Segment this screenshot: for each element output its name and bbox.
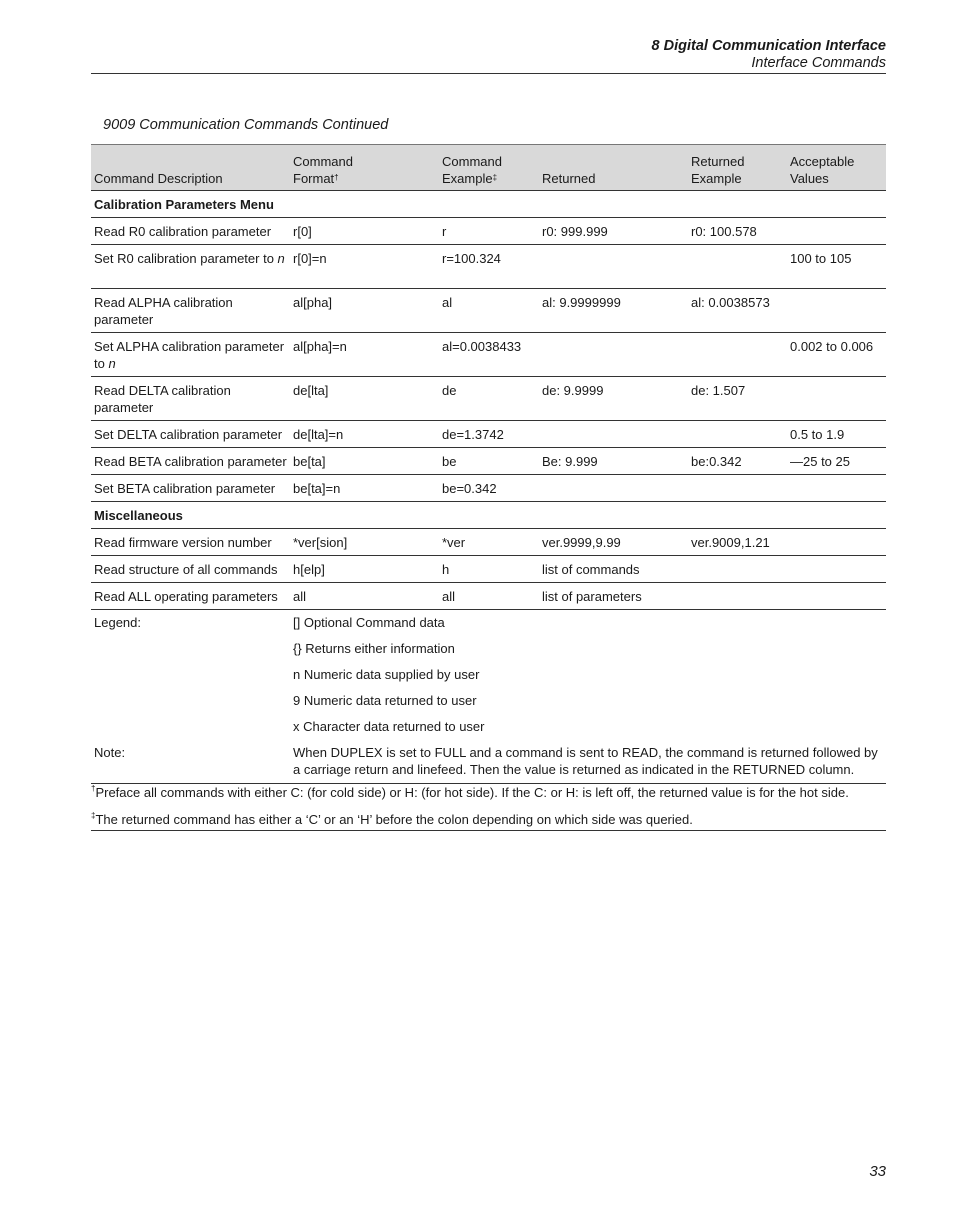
cell-example: al: [439, 289, 539, 333]
table-row: [91, 583, 886, 610]
cell-returned: [539, 475, 688, 502]
cell-returned-example: [688, 245, 787, 289]
cell-values: [787, 556, 886, 583]
table-row: [91, 218, 886, 245]
cell-returned: al: 9.9999999: [539, 289, 688, 333]
cell-returned: r0: 999.999: [539, 218, 688, 245]
cell-example: r=100.324: [439, 245, 539, 289]
footnote-double-dagger: [91, 805, 886, 831]
cell-example: *ver: [439, 529, 539, 556]
cell-returned: ver.9999,9.99: [539, 529, 688, 556]
col-header-format: Command Format†: [290, 145, 439, 191]
cell-format: all: [290, 583, 439, 610]
cell-values: [787, 289, 886, 333]
cell-example: r: [439, 218, 539, 245]
cell-description: Read R0 calibration parameter: [91, 218, 290, 245]
table-caption: 9009 Communication Commands Continued: [103, 117, 389, 133]
section-title: Interface Commands: [751, 55, 886, 71]
cell-returned: de: 9.9999: [539, 377, 688, 421]
note-text: When DUPLEX is set to FULL and a command is sent to READ, the command is returned followed by a carriage return and linefeed. Then the value is returned as indicated in the RETURNED column.: [290, 740, 886, 784]
table-row: [91, 475, 886, 502]
cell-description: Set R0 calibration parameter to n: [91, 245, 290, 289]
table-row: [91, 448, 886, 475]
cell-description: Read ALL operating parameters: [91, 583, 290, 610]
cell-description: Read DELTA calibration parameter: [91, 377, 290, 421]
cell-values: [787, 475, 886, 502]
cell-description: Set ALPHA calibration parameter to n: [91, 333, 290, 377]
legend-item: {} Returns either information: [293, 641, 455, 656]
cell-returned-example: [688, 556, 787, 583]
cell-format: *ver[sion]: [290, 529, 439, 556]
cell-format: de[lta]: [290, 377, 439, 421]
section-title: Calibration Parameters Menu: [91, 191, 886, 218]
running-header: [652, 38, 886, 72]
cell-returned: list of parameters: [539, 583, 688, 610]
cell-example: de: [439, 377, 539, 421]
note-row: [91, 740, 886, 784]
legend-item: 9 Numeric data returned to user: [293, 693, 477, 708]
col-header-example: Command Example‡: [439, 145, 539, 191]
section-title: Miscellaneous: [91, 502, 886, 529]
col-header-description: Command Description: [91, 145, 290, 191]
cell-returned-example: [688, 421, 787, 448]
legend-row: [91, 714, 886, 740]
col-header-returned-example: Returned Example: [688, 145, 787, 191]
cell-format: de[lta]=n: [290, 421, 439, 448]
cell-returned: Be: 9.999: [539, 448, 688, 475]
cell-returned: [539, 245, 688, 289]
cell-example: be: [439, 448, 539, 475]
cell-returned-example: al: 0.0038573: [688, 289, 787, 333]
footnote-text: The returned command has either a ‘C’ or an ‘H’ before the colon depending on which side was queried.: [95, 812, 693, 827]
table-row: [91, 333, 886, 377]
table-row: [91, 245, 886, 289]
legend-item: n Numeric data supplied by user: [293, 667, 480, 682]
legend-item: [] Optional Command data: [293, 615, 445, 630]
table-header-row: [91, 145, 886, 191]
cell-format: h[elp]: [290, 556, 439, 583]
commands-table: [91, 144, 886, 784]
cell-description: Set DELTA calibration parameter: [91, 421, 290, 448]
table-row: [91, 556, 886, 583]
header-rule: [91, 73, 886, 74]
cell-description: Read structure of all commands: [91, 556, 290, 583]
table-row: [91, 289, 886, 333]
table-row: [91, 377, 886, 421]
section-row: [91, 502, 886, 529]
cell-description: Set BETA calibration parameter: [91, 475, 290, 502]
cell-values: [787, 377, 886, 421]
cell-returned-example: be:0.342: [688, 448, 787, 475]
cell-format: be[ta]=n: [290, 475, 439, 502]
footnote-mark: ‡: [91, 811, 96, 820]
cell-format: r[0]=n: [290, 245, 439, 289]
cell-description: Read firmware version number: [91, 529, 290, 556]
cell-returned-example: [688, 583, 787, 610]
cell-example: all: [439, 583, 539, 610]
cell-example: de=1.3742: [439, 421, 539, 448]
cell-values: 0.002 to 0.006: [787, 333, 886, 377]
cell-description: Read ALPHA calibration parameter: [91, 289, 290, 333]
note-label: Note:: [91, 740, 290, 784]
chapter-title: 8 Digital Communication Interface: [651, 38, 886, 54]
page-number: 33: [869, 1163, 886, 1180]
cell-values: 0.5 to 1.9: [787, 421, 886, 448]
cell-returned-example: ver.9009,1.21: [688, 529, 787, 556]
legend-item: x Character data returned to user: [293, 719, 485, 734]
cell-format: al[pha]: [290, 289, 439, 333]
cell-example: al=0.0038433: [439, 333, 539, 377]
cell-description: Read BETA calibration parameter: [91, 448, 290, 475]
legend-row: [91, 688, 886, 714]
legend-row: [91, 662, 886, 688]
cell-values: [787, 218, 886, 245]
cell-values: 100 to 105: [787, 245, 886, 289]
cell-format: al[pha]=n: [290, 333, 439, 377]
cell-values: —25 to 25: [787, 448, 886, 475]
footnote-mark: †: [91, 784, 96, 793]
cell-returned: list of commands: [539, 556, 688, 583]
cell-example: h: [439, 556, 539, 583]
cell-returned-example: r0: 100.578: [688, 218, 787, 245]
table-row: [91, 529, 886, 556]
cell-format: be[ta]: [290, 448, 439, 475]
cell-format: r[0]: [290, 218, 439, 245]
cell-returned-example: [688, 333, 787, 377]
col-header-returned: Returned: [539, 145, 688, 191]
cell-returned-example: [688, 475, 787, 502]
table-row: [91, 421, 886, 448]
cell-returned-example: de: 1.507: [688, 377, 787, 421]
cell-returned: [539, 333, 688, 377]
footnote-dagger: [91, 779, 886, 805]
cell-example: be=0.342: [439, 475, 539, 502]
section-row: [91, 191, 886, 218]
cell-values: [787, 529, 886, 556]
cell-values: [787, 583, 886, 610]
legend-label: Legend:: [94, 615, 141, 630]
col-header-acceptable-values: Acceptable Values: [787, 145, 886, 191]
legend-row: [91, 636, 886, 662]
legend-row: [91, 610, 886, 637]
footnote-text: Preface all commands with either C: (for cold side) or H: (for hot side). If the C: or H: is left off, the returned value is for the hot side.: [95, 785, 849, 800]
cell-returned: [539, 421, 688, 448]
